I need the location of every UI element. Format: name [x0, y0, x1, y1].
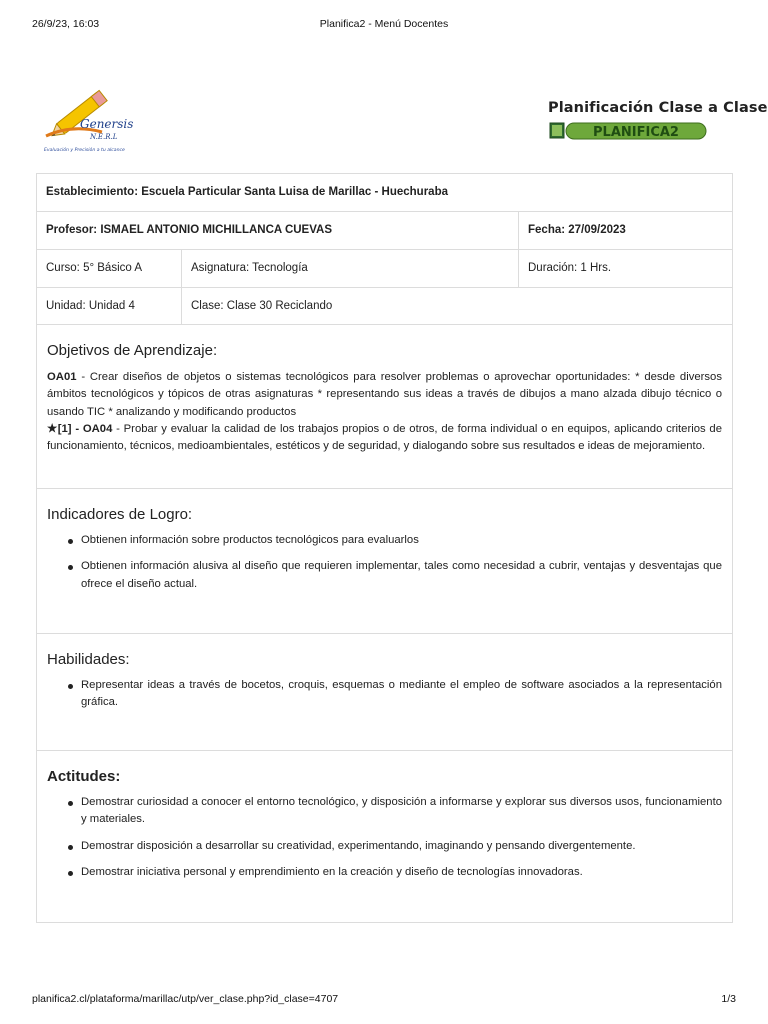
curso-cell: Curso: 5° Básico A	[46, 262, 143, 274]
logo-sub: N.E.R.L	[90, 133, 118, 141]
objetivos-section	[36, 325, 733, 489]
unidad-cell: Unidad: Unidad 4	[46, 300, 135, 312]
list-item: Demostrar disposición a desarrollar su creatividad, experimentando, imaginando y pensando divergentemente.	[47, 838, 722, 855]
print-title: Planifica2 - Menú Docentes	[319, 18, 449, 30]
habilidades-list	[47, 677, 722, 712]
brand-title: Planificación Clase a Clase	[548, 100, 768, 116]
badge-text: PLANIFICA2	[593, 125, 679, 140]
objetivos-body	[47, 369, 722, 455]
actitudes-heading: Actitudes:	[47, 768, 121, 785]
logo-tagline: Evaluación y Precisión a tu alcance	[44, 148, 125, 153]
indicadores-list	[47, 532, 722, 593]
list-item: Representar ideas a través de bocetos, croquis, esquemas o mediante el empleo de software asociados a la representación gráfica.	[47, 677, 722, 712]
planifica-brand	[548, 100, 768, 150]
duracion-cell: Duración: 1 Hrs.	[518, 250, 734, 287]
print-header	[32, 18, 736, 32]
actitudes-list	[47, 794, 722, 881]
genersis-logo	[42, 84, 138, 156]
objetivos-heading: Objetivos de Aprendizaje:	[47, 342, 218, 359]
print-footer	[32, 993, 736, 1007]
info-row-unidad	[37, 288, 732, 326]
objetivo-text: - Crear diseños de objetos o sistemas tecnológicos para resolver problemas o aprovechar oportunidades: * desde diversos ámbitos tecnológicos y tópicos de otras asignaturas * representando sus ideas a través de dibujos a mano alzada dibujo técnico o usando TIC * analizando y modificando productos	[47, 371, 722, 418]
objetivo-item	[47, 369, 722, 421]
page-number: 1/3	[721, 993, 736, 1005]
clase-cell: Clase: Clase 30 Reciclando	[181, 288, 734, 325]
indicadores-section	[36, 489, 733, 634]
list-item: Demostrar iniciativa personal y emprendimiento en la creación y diseño de tecnologías innovadoras.	[47, 864, 722, 881]
logo-name: Genersis	[80, 117, 134, 131]
list-item: Obtienen información alusiva al diseño que requieren implementar, tales como necesidad a cubrir, ventajas y desventajas que ofrece el diseño actual.	[47, 558, 722, 593]
indicadores-heading: Indicadores de Logro:	[47, 506, 193, 523]
objetivo-code: ★[1] - OA04	[47, 422, 113, 435]
habilidades-section	[36, 634, 733, 751]
fecha-cell: Fecha: 27/09/2023	[518, 212, 734, 249]
asignatura-cell: Asignatura: Tecnología	[181, 250, 518, 287]
habilidades-heading: Habilidades:	[47, 651, 130, 668]
class-info-table	[36, 173, 733, 325]
objetivo-code: OA01	[47, 371, 77, 383]
pencil-logo-icon	[42, 84, 138, 156]
objetivo-item	[47, 421, 722, 456]
print-date: 26/9/23, 16:03	[32, 18, 100, 30]
list-item: Obtienen información sobre productos tecnológicos para evaluarlos	[47, 532, 722, 549]
info-row-profesor	[37, 212, 732, 250]
info-row-establecimiento	[37, 174, 732, 212]
planifica-badge-icon	[548, 119, 708, 141]
profesor-cell: Profesor: ISMAEL ANTONIO MICHILLANCA CUEVAS	[46, 224, 333, 236]
objetivo-text: - Probar y evaluar la calidad de los trabajos propios o de otros, de forma individual o en equipos, aplicando criterios de funcionamiento, técnicos, medioambientales, estéticos y de seguridad, y dialogando sobre sus resultados e ideas de mejoramiento.	[47, 422, 722, 453]
actitudes-section	[36, 751, 733, 923]
info-row-curso	[37, 250, 732, 288]
print-url: planifica2.cl/plataforma/marillac/utp/ver_clase.php?id_clase=4707	[32, 993, 339, 1005]
list-item: Demostrar curiosidad a conocer el entorno tecnológico, y disposición a informarse y explorar sus diversos usos, funcionamiento y materiales.	[47, 794, 722, 829]
establecimiento-cell: Establecimiento: Escuela Particular Santa Luisa de Marillac - Huechuraba	[46, 186, 449, 198]
